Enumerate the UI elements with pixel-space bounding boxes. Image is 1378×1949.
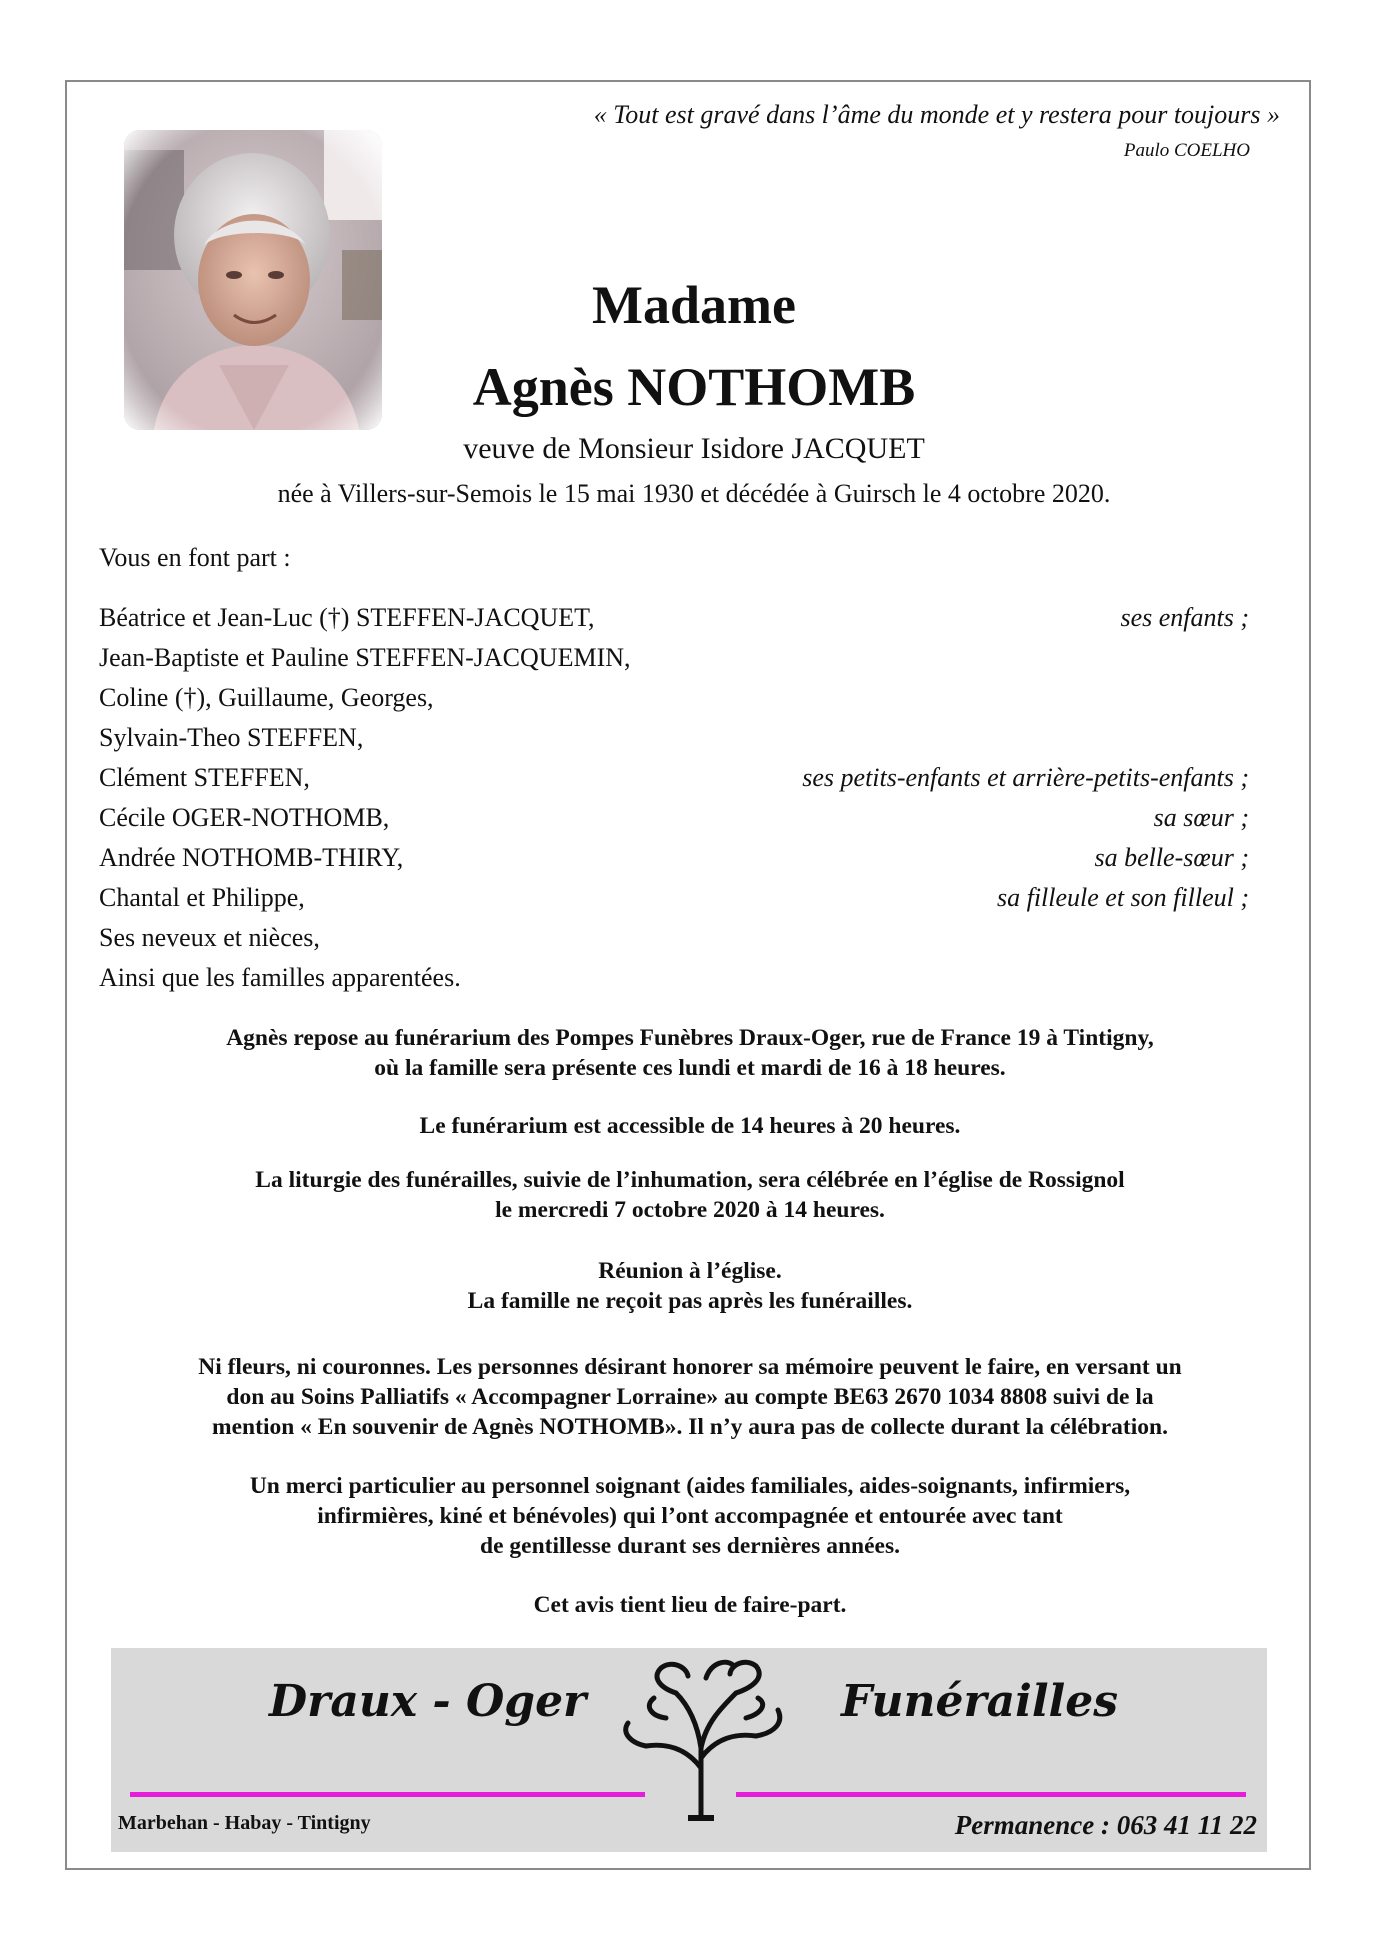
- widow-of-line: veuve de Monsieur Isidore JACQUET: [463, 432, 925, 465]
- funeral-home-towns: Marbehan - Habay - Tintigny: [118, 1812, 371, 1834]
- family-name: Clément STEFFEN,: [99, 763, 310, 792]
- birth-death-line: née à Villers-sur-Semois le 15 mai 1930 et décédée à Guirsch le 4 octobre 2020.: [277, 479, 1111, 508]
- liturgy-notice: La liturgie des funérailles, suivie de l’inhumation, sera célébrée en l’église de Rossignol le mercredi 7 octobre 2020 à 14 heures.: [255, 1167, 1125, 1223]
- funeral-home-tagline: Funérailles: [841, 1676, 1119, 1727]
- family-row: [99, 763, 1249, 803]
- intro-line: Vous en font part :: [99, 543, 291, 572]
- flowers-notice: Ni fleurs, ni couronnes. Les personnes désirant honorer sa mémoire peuvent le faire, en versant un don au Soins Palliatifs « Accompagner Lorraine» au compte BE63 2670 1034 8808 suivi de la mention « En souvenir de Agnès NOTHOMB». Il n’y aura pas de collecte durant la célébration.: [198, 1354, 1182, 1440]
- family-relation: sa filleule et son filleul ;: [996, 883, 1249, 912]
- family-relation: sa sœur ;: [1153, 803, 1249, 832]
- family-row: [99, 803, 1249, 843]
- family-row: [99, 923, 1249, 963]
- family-row: [99, 843, 1249, 883]
- family-row: [99, 963, 1249, 1003]
- family-row: [99, 683, 1249, 723]
- family-name: Coline (†), Guillaume, Georges,: [99, 683, 434, 712]
- deceased-name: Agnès NOTHOMB: [472, 357, 916, 417]
- accent-line-left: [130, 1792, 645, 1797]
- repose-notice: Agnès repose au funérarium des Pompes Funèbres Draux-Oger, rue de France 19 à Tintigny, où la famille sera présente ces lundi et mardi de 16 à 18 heures.: [226, 1025, 1154, 1081]
- family-name: Cécile OGER-NOTHOMB,: [99, 803, 390, 832]
- family-name: Ses neveux et nièces,: [99, 923, 320, 952]
- accent-line-right: [736, 1792, 1246, 1797]
- family-name: Chantal et Philippe,: [99, 883, 305, 912]
- family-name: Jean-Baptiste et Pauline STEFFEN-JACQUEMIN,: [99, 643, 631, 672]
- honorific-title: Madame: [592, 275, 796, 335]
- family-name: Andrée NOTHOMB-THIRY,: [99, 843, 404, 872]
- funeral-home-phone: Permanence : 063 41 11 22: [954, 1810, 1257, 1840]
- family-name: Béatrice et Jean-Luc (†) STEFFEN-JACQUET,: [99, 603, 595, 632]
- family-relation: ses petits-enfants et arrière-petits-enfants ;: [802, 763, 1249, 792]
- family-row: [99, 883, 1249, 923]
- family-name: Sylvain-Theo STEFFEN,: [99, 723, 364, 752]
- family-row: [99, 643, 1249, 683]
- meeting-notice: Réunion à l’église. La famille ne reçoit pas après les funérailles.: [467, 1258, 913, 1314]
- family-row: [99, 603, 1249, 643]
- family-list: [99, 603, 1249, 1003]
- access-notice: Le funérarium est accessible de 14 heures à 20 heures.: [419, 1113, 961, 1139]
- epigraph-quote: « Tout est gravé dans l’âme du monde et y restera pour toujours »: [593, 100, 1280, 129]
- epigraph-author: Paulo COELHO: [1123, 140, 1250, 161]
- family-row: [99, 723, 1249, 763]
- family-name: Ainsi que les familles apparentées.: [99, 963, 461, 992]
- family-relation: ses enfants ;: [1120, 603, 1249, 632]
- funeral-home-name: Draux - Oger: [269, 1676, 587, 1727]
- funeral-home-banner: [111, 1648, 1267, 1852]
- family-relation: sa belle-sœur ;: [1094, 843, 1249, 872]
- thanks-notice: Un merci particulier au personnel soignant (aides familiales, aides-soignants, infirmiers, infirmières, kiné et bénévoles) qui l’ont accompagnée et entourée avec tant de gentillesse durant ses dernières années.: [249, 1473, 1131, 1559]
- closing-notice: Cet avis tient lieu de faire-part.: [533, 1592, 847, 1618]
